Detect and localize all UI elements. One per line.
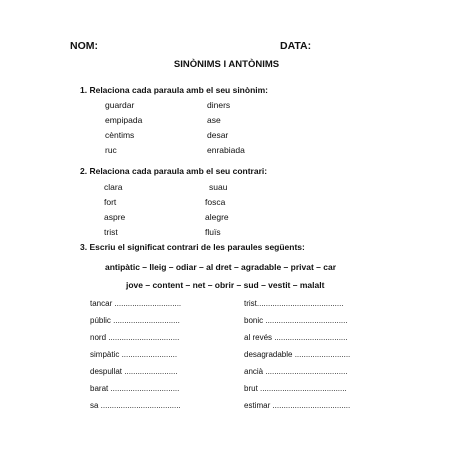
fill-in-item: bonic ..................................... [244,316,348,325]
ex2-left-word: trist [104,227,118,237]
fill-in-item: al revés ................................. [244,333,348,342]
ex1-left-word: cèntims [105,130,135,140]
ex1-left-word: guardar [105,100,135,110]
ex2-left-word: aspre [104,212,126,222]
fill-in-item: sa .................................... [90,401,181,410]
fill-in-item: públic .............................. [90,316,180,325]
ex2-right-word: fosca [205,197,226,207]
word-list-line: jove – content – net – obrir – sud – vestit – malalt [126,280,325,290]
exercise1-instruction: 1. Relaciona cada paraula amb el seu sinònim: [80,85,269,95]
ex1-right-word: diners [207,100,231,110]
date-label: DATA: [280,40,312,52]
ex2-right-word: suau [209,182,228,192]
word-list-line: antipàtic – lleig – odiar – al dret – agradable – privat – car [105,262,337,272]
fill-in-item: tancar .............................. [90,299,182,308]
ex1-left-word: empipada [105,115,143,125]
fill-in-item: ancià ..................................... [244,367,348,376]
exercise2-instruction: 2. Relaciona cada paraula amb el seu contrari: [80,166,268,176]
fill-in-item: barat ............................... [90,384,180,393]
ex1-right-word: ase [207,115,221,125]
ex2-left-word: fort [104,197,117,207]
fill-in-item: despullat ........................ [90,367,178,376]
name-label: NOM: [70,40,98,52]
fill-in-item: brut ....................................... [244,384,347,393]
ex1-right-word: desar [207,130,229,140]
ex1-left-word: ruc [105,145,117,155]
ex2-left-word: clara [104,182,123,192]
ex1-right-word: enrabiada [207,145,245,155]
fill-in-item: nord ................................ [90,333,180,342]
page-title: SINÒNIMS I ANTÒNIMS [173,59,280,70]
fill-in-item: simpàtic ......................... [90,350,178,359]
ex2-right-word: alegre [205,212,229,222]
fill-in-item: estimar ................................... [244,401,351,410]
ex2-right-word: fluïs [205,227,221,237]
fill-in-item: trist....................................... [244,299,344,308]
exercise3-instruction: 3. Escriu el significat contrari de les paraules següents: [80,242,305,252]
fill-in-item: desagradable ......................... [244,350,351,359]
